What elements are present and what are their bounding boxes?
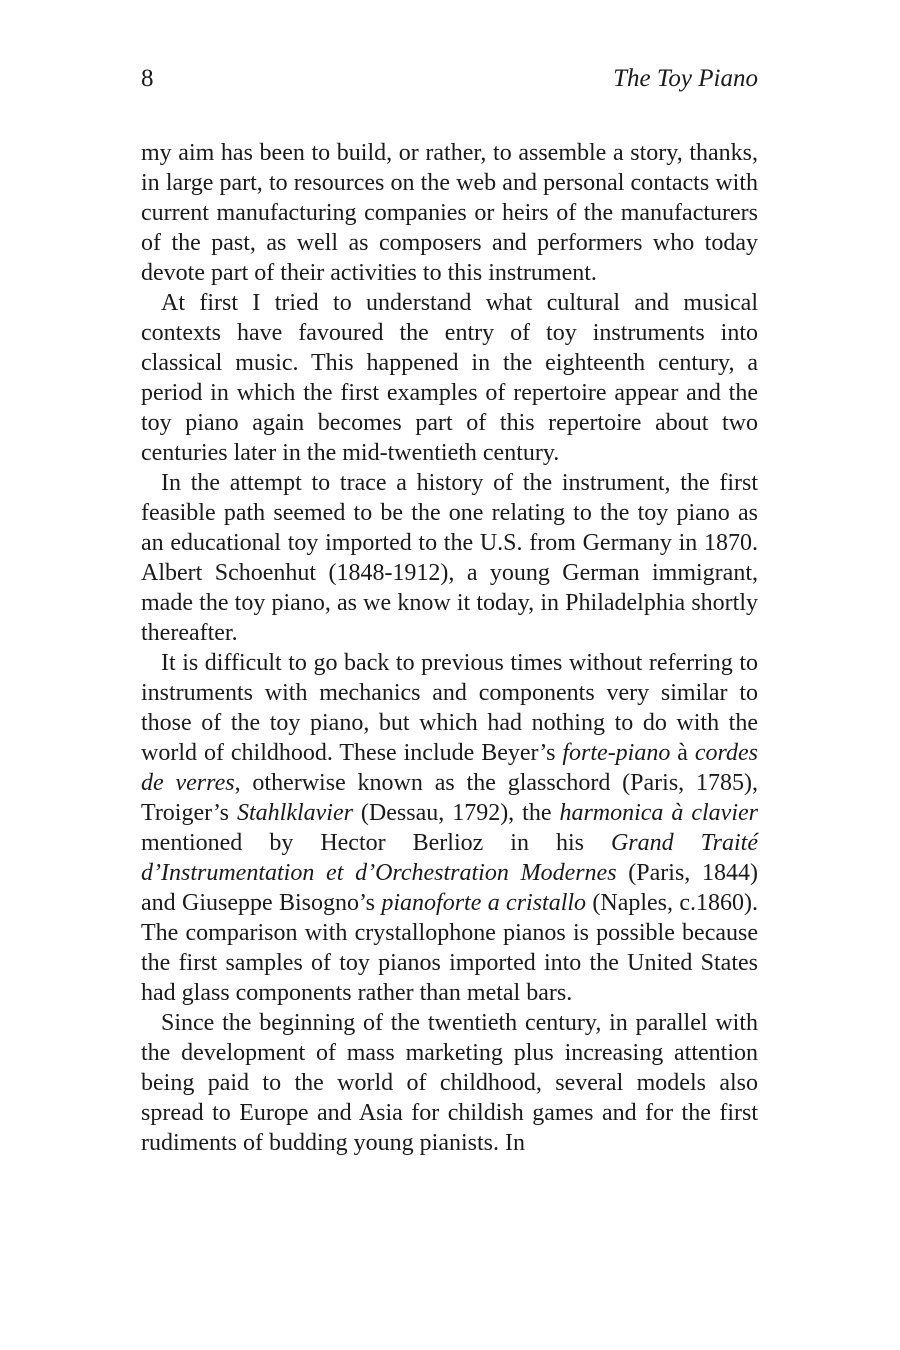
text-run: It is difficult to go back to previous times without referring to instruments with mechanics and components very similar to those of the toy piano, but which had nothing to do with the world of childhood. These include Beyer’s [141,650,758,766]
italic-term: pianoforte a cristallo [381,890,587,916]
italic-title: Grand Traité d’Instrumentation et d’Orchestration Modernes [141,830,758,886]
page-number: 8 [141,65,154,92]
paragraph: At first I tried to understand what cultural and musical contexts have favoured the entry of toy instruments into classical music. This happened in the eighteenth century, a period in which the first examples of repertoire appear and the toy piano again becomes part of this repertoire about two centuries later in the mid-twentieth century. [141,290,758,466]
text-run: à [670,740,695,766]
italic-term: cordes de verres [141,740,758,796]
text-run: (Paris, 1844) and Giuseppe Bisogno’s [141,860,758,916]
running-head [141,62,758,96]
paragraph: my aim has been to build, or rather, to assemble a story, thanks, in large part, to resources on the web and personal contacts with current manufacturing companies or heirs of the manufacturers of the past, as well as composers and performers who today devote part of their activities to this instrument. [141,140,758,286]
italic-term: harmonica à clavier [559,800,758,826]
running-title: The Toy Piano [613,65,758,92]
italic-term: forte-piano [562,740,671,766]
paragraph: In the attempt to trace a history of the instrument, the first feasible path seemed to be the one relating to the toy piano as an educational toy imported to the U.S. from Germany in 1870. Albert Schoenhut (1848-1912), a young German immigrant, made the toy piano, as we know it today, in Philadelphia shortly thereafter. [141,470,758,646]
italic-term: Stahlklavier [236,800,353,826]
text-run: (Naples, c.1860). The comparison with crystallophone pianos is possible because the first samples of toy pianos imported into the United States had glass components rather than metal bars. [141,890,759,1006]
body-text [141,138,758,1158]
text-run: mentioned by Hector Berlioz in his [141,830,611,856]
text-run: , otherwise known as the glasschord (Paris, 1785), Troiger’s [141,770,758,826]
paragraph: Since the beginning of the twentieth century, in parallel with the development of mass marketing plus increasing attention being paid to the world of childhood, several models also spread to Europe and Asia for childish games and for the first rudiments of budding young pianists. In [141,1010,758,1156]
text-run: (Dessau, 1792), the [352,800,560,826]
paragraph [141,648,758,1008]
